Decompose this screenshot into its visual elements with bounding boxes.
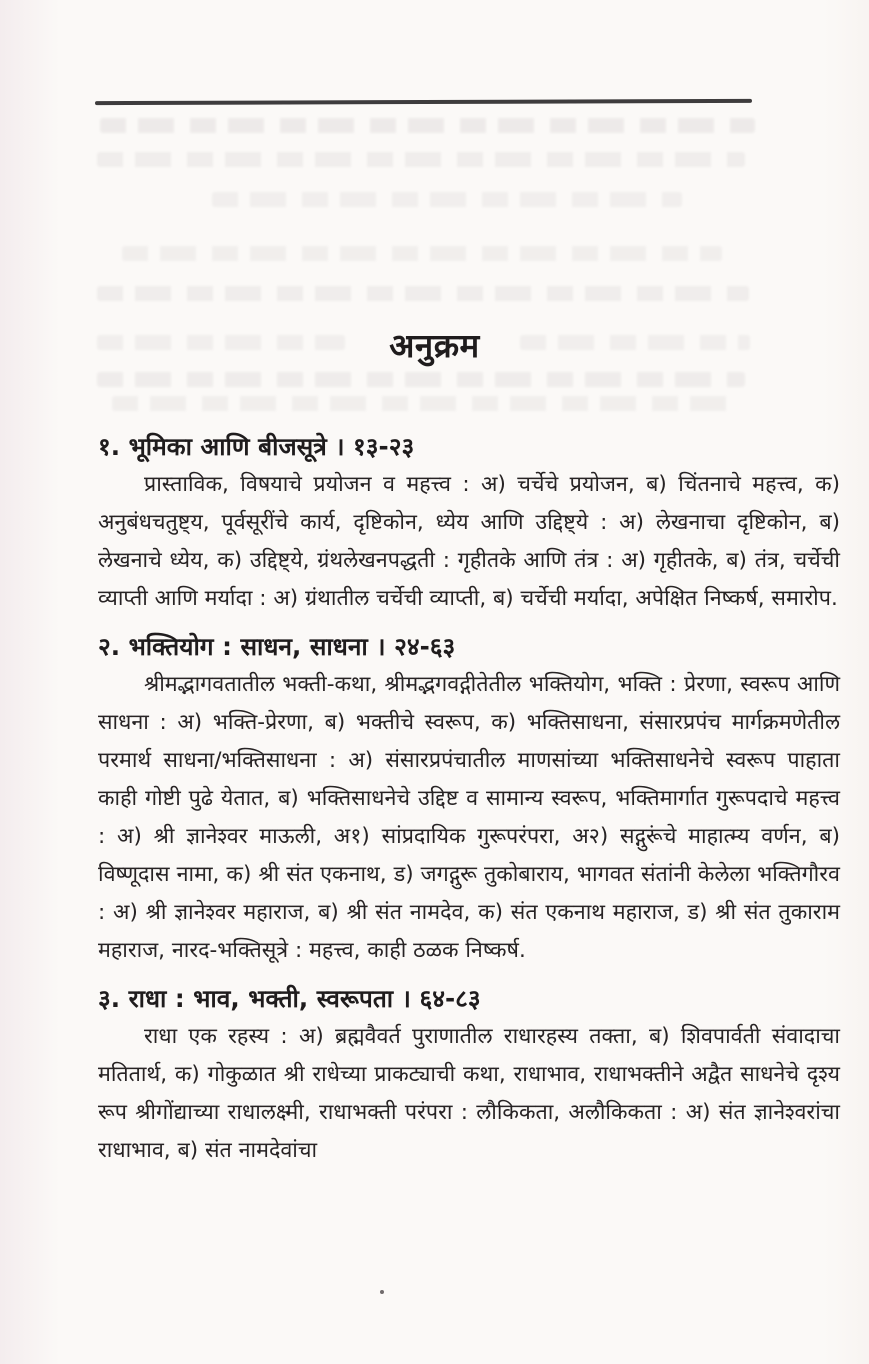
bleed-through-text — [100, 118, 755, 133]
section-body: राधा एक रहस्य : अ) ब्रह्मवैवर्त पुराणातील राधारहस्य तक्ता, ब) शिवपार्वती संवादाचा मतितार्थ, क) गोकुळात श्री राधेच्या प्राकट्याची कथा, राधाभाव, राधाभक्तीने अद्वैत साधनेचे दृश्य रूप श्रीगोंद्याच्या राधालक्ष्मी, राधाभक्ती परंपरा : लौकिकता, अलौकिकता : अ) संत ज्ञानेश्वरांचा राधाभाव, ब) संत नामदेवांचा — [98, 1024, 840, 1163]
toc-section-1 — [98, 428, 840, 618]
section-body: श्रीमद्भागवतातील भक्ती-कथा, श्रीमद्भगवद्गीतेतील भक्तियोग, भक्ति : प्रेरणा, स्वरूप आणि साधना : अ) भक्ति-प्रेरणा, ब) भक्तीचे स्वरूप, क) भक्तिसाधना, संसारप्रपंच मार्गक्रमणेतील परमार्थ साधना/भक्तिसाधना : अ) संसारप्रपंचातील माणसांच्या भक्तिसाधनेचे स्वरूप पाहाता काही गोष्टी पुढे येतात, ब) भक्तिसाधनेचे उद्दिष्ट व सामान्य स्वरूप, भक्तिमार्गात गुरूपदाचे महत्त्व : अ) श्री ज्ञानेश्वर माऊली, अ१) सांप्रदायिक गुरूपरंपरा, अ२) सद्गुरूंचे माहात्म्य वर्णन, ब) विष्णूदास नामा, क) श्री संत एकनाथ, ड) जगद्गुरू तुकोबाराय, भागवत संतांनी केलेला भक्तिगौरव : अ) श्री ज्ञानेश्वर महाराज, ब) श्री संत नामदेव, क) संत एकनाथ महाराज, ड) श्री संत तुकाराम महाराज, नारद-भक्तिसूत्रे : महत्त्व, काही ठळक निष्कर्ष. — [98, 672, 840, 963]
toc-section-2 — [98, 628, 840, 970]
section-heading: ३. राधा : भाव, भक्ती, स्वरूपता । ६४-८३ — [98, 984, 481, 1013]
toc-section-3 — [98, 980, 840, 1170]
bleed-through-text — [97, 152, 745, 167]
top-rule — [95, 99, 752, 105]
scan-speck — [380, 1290, 384, 1294]
bleed-through-text — [122, 246, 722, 261]
section-heading: १. भूमिका आणि बीजसूत्रे । १३-२३ — [98, 432, 415, 461]
section-heading: २. भक्तियोग : साधन, साधना । २४-६३ — [98, 632, 456, 661]
bleed-through-text — [212, 192, 682, 207]
section-body: प्रास्ताविक, विषयाचे प्रयोजन व महत्त्व : अ) चर्चेचे प्रयोजन, ब) चिंतनाचे महत्त्व, क) अनुबंधचतुष्ट्य, पूर्वसूरींचे कार्य, दृष्टिकोन, ध्येय आणि उद्दिष्ट्ये : अ) लेखनाचा दृष्टिकोन, ब) लेखनाचे ध्येय, क) उद्दिष्ट्ये, ग्रंथलेखनपद्धती : गृहीतके आणि तंत्र : अ) गृहीतके, ब) तंत्र, चर्चेची व्याप्ती आणि मर्यादा : अ) ग्रंथातील चर्चेची व्याप्ती, ब) चर्चेची मर्यादा, अपेक्षित निष्कर्ष, समारोप. — [98, 472, 840, 611]
table-of-contents — [98, 428, 840, 1170]
page-title: अनुक्रम — [389, 326, 480, 365]
bleed-through-text — [97, 372, 745, 387]
bleed-through-text — [97, 286, 749, 301]
bleed-through-text — [112, 396, 737, 411]
